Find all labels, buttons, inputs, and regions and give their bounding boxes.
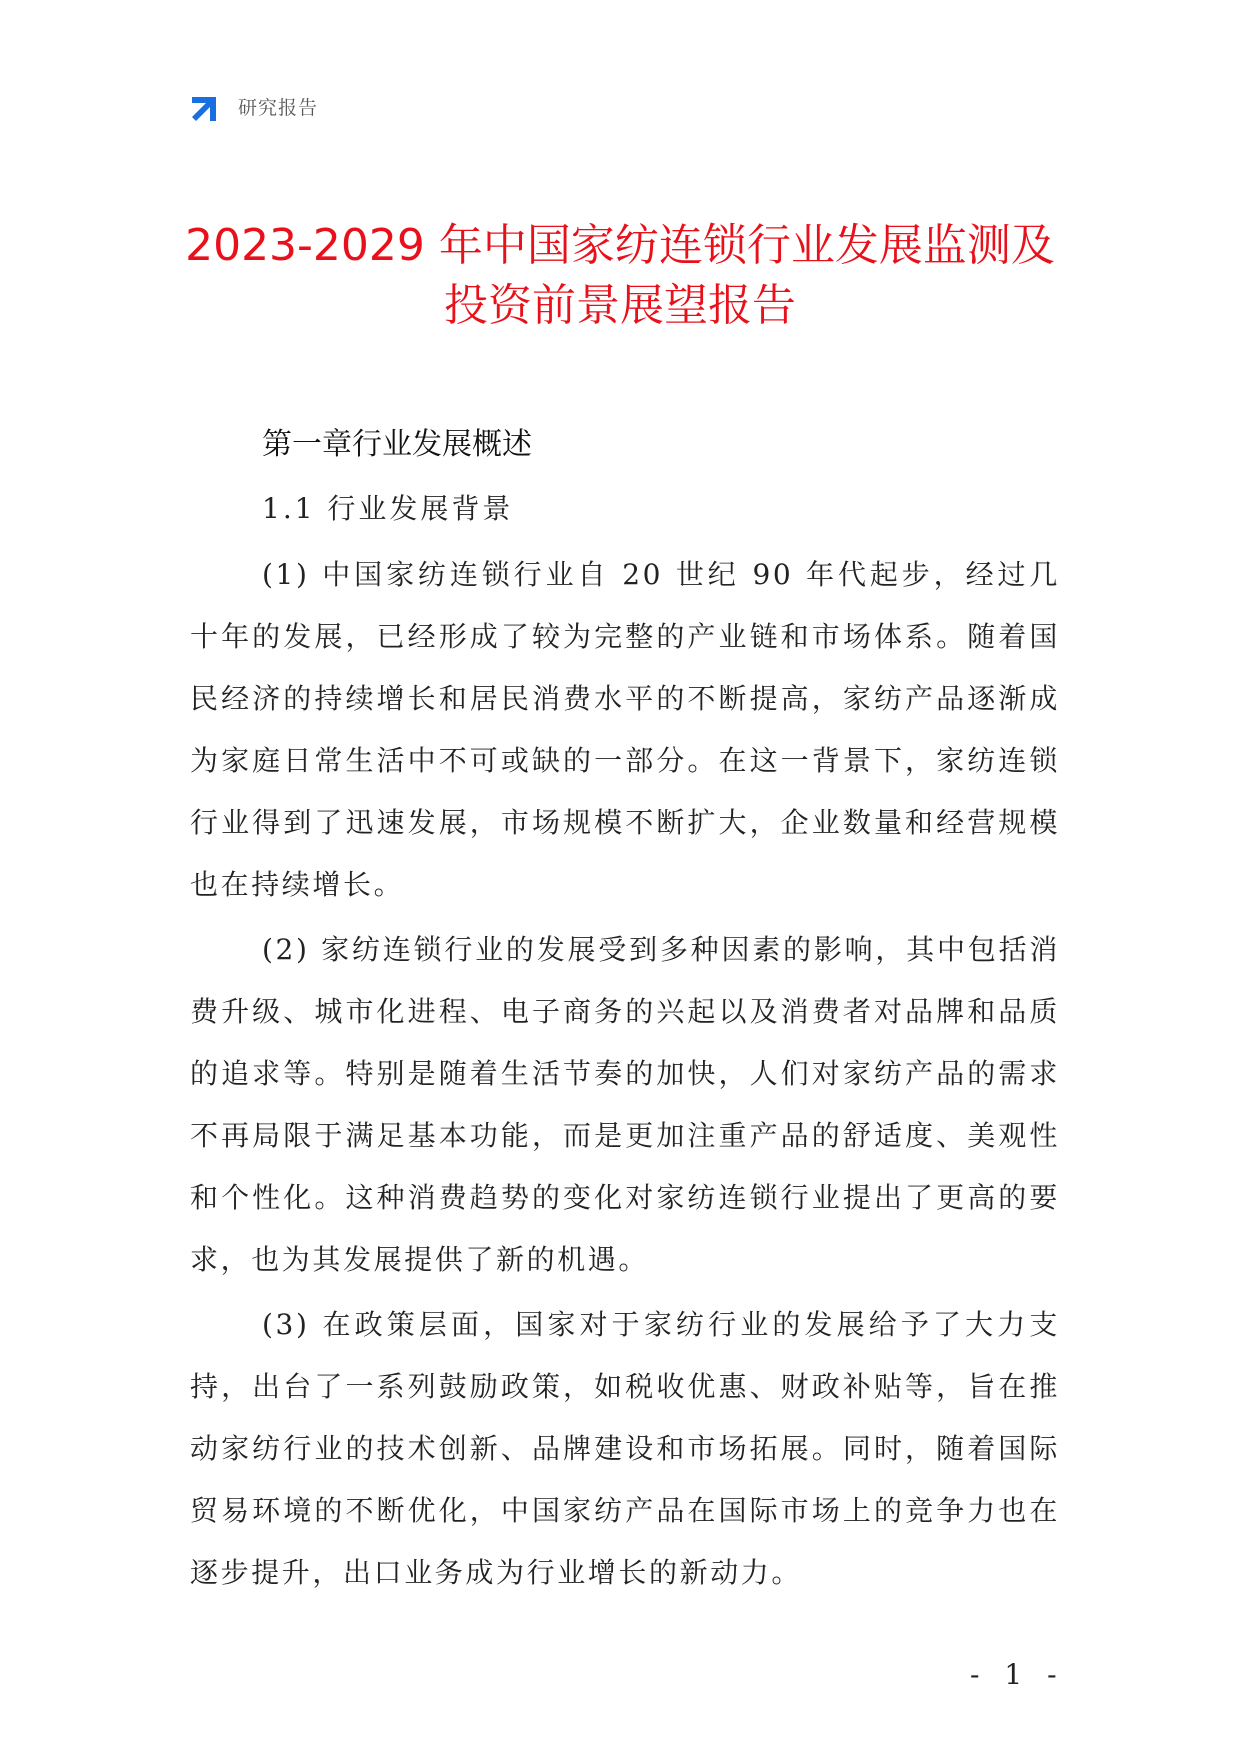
paragraph-1: (1) 中国家纺连锁行业自 20 世纪 90 年代起步，经过几十年的发展，已经形成了较为完整的产业链和市场体系。随着国民经济的持续增长和居民消费水平的不断提高，家纺产品逐渐成为家庭日常生活中不可或缺的一部分。在这一背景下，家纺连锁行业得到了迅速发展，市场规模不断扩大，企业数量和经营规模也在持续增长。 [190,558,1060,901]
page-number: - 1 - [970,1658,1065,1691]
paragraph-3: (3) 在政策层面，国家对于家纺行业的发展给予了大力支持，出台了一系列鼓励政策，如税收优惠、财政补贴等，旨在推动家纺行业的技术创新、品牌建设和市场拓展。同时，随着国际贸易环境的不断优化，中国家纺产品在国际市场上的竞争力也在逐步提升，出口业务成为行业增长的新动力。 [190,1308,1060,1589]
paragraph-2: (2) 家纺连锁行业的发展受到多种因素的影响，其中包括消费升级、城市化进程、电子商务的兴起以及消费者对品牌和品质的追求等。特别是随着生活节奏的加快，人们对家纺产品的需求不再局限于满足基本功能，而是更加注重产品的舒适度、美观性和个性化。这种消费趋势的变化对家纺连锁行业提出了更高的要求，也为其发展提供了新的机遇。 [190,933,1060,1276]
document-title [120,216,1120,336]
header-label: 研究报告 [238,96,319,119]
section-heading: 1.1 行业发展背景 [262,492,514,525]
chapter-heading: 第一章行业发展概述 [262,427,532,462]
title-line-2: 投资前景展望报告 [444,280,796,331]
report-header [190,86,318,126]
title-line-1: 2023-2029 年中国家纺连锁行业发展监测及 [185,220,1055,271]
report-logo-icon [190,89,224,123]
document-body [190,420,1060,1607]
